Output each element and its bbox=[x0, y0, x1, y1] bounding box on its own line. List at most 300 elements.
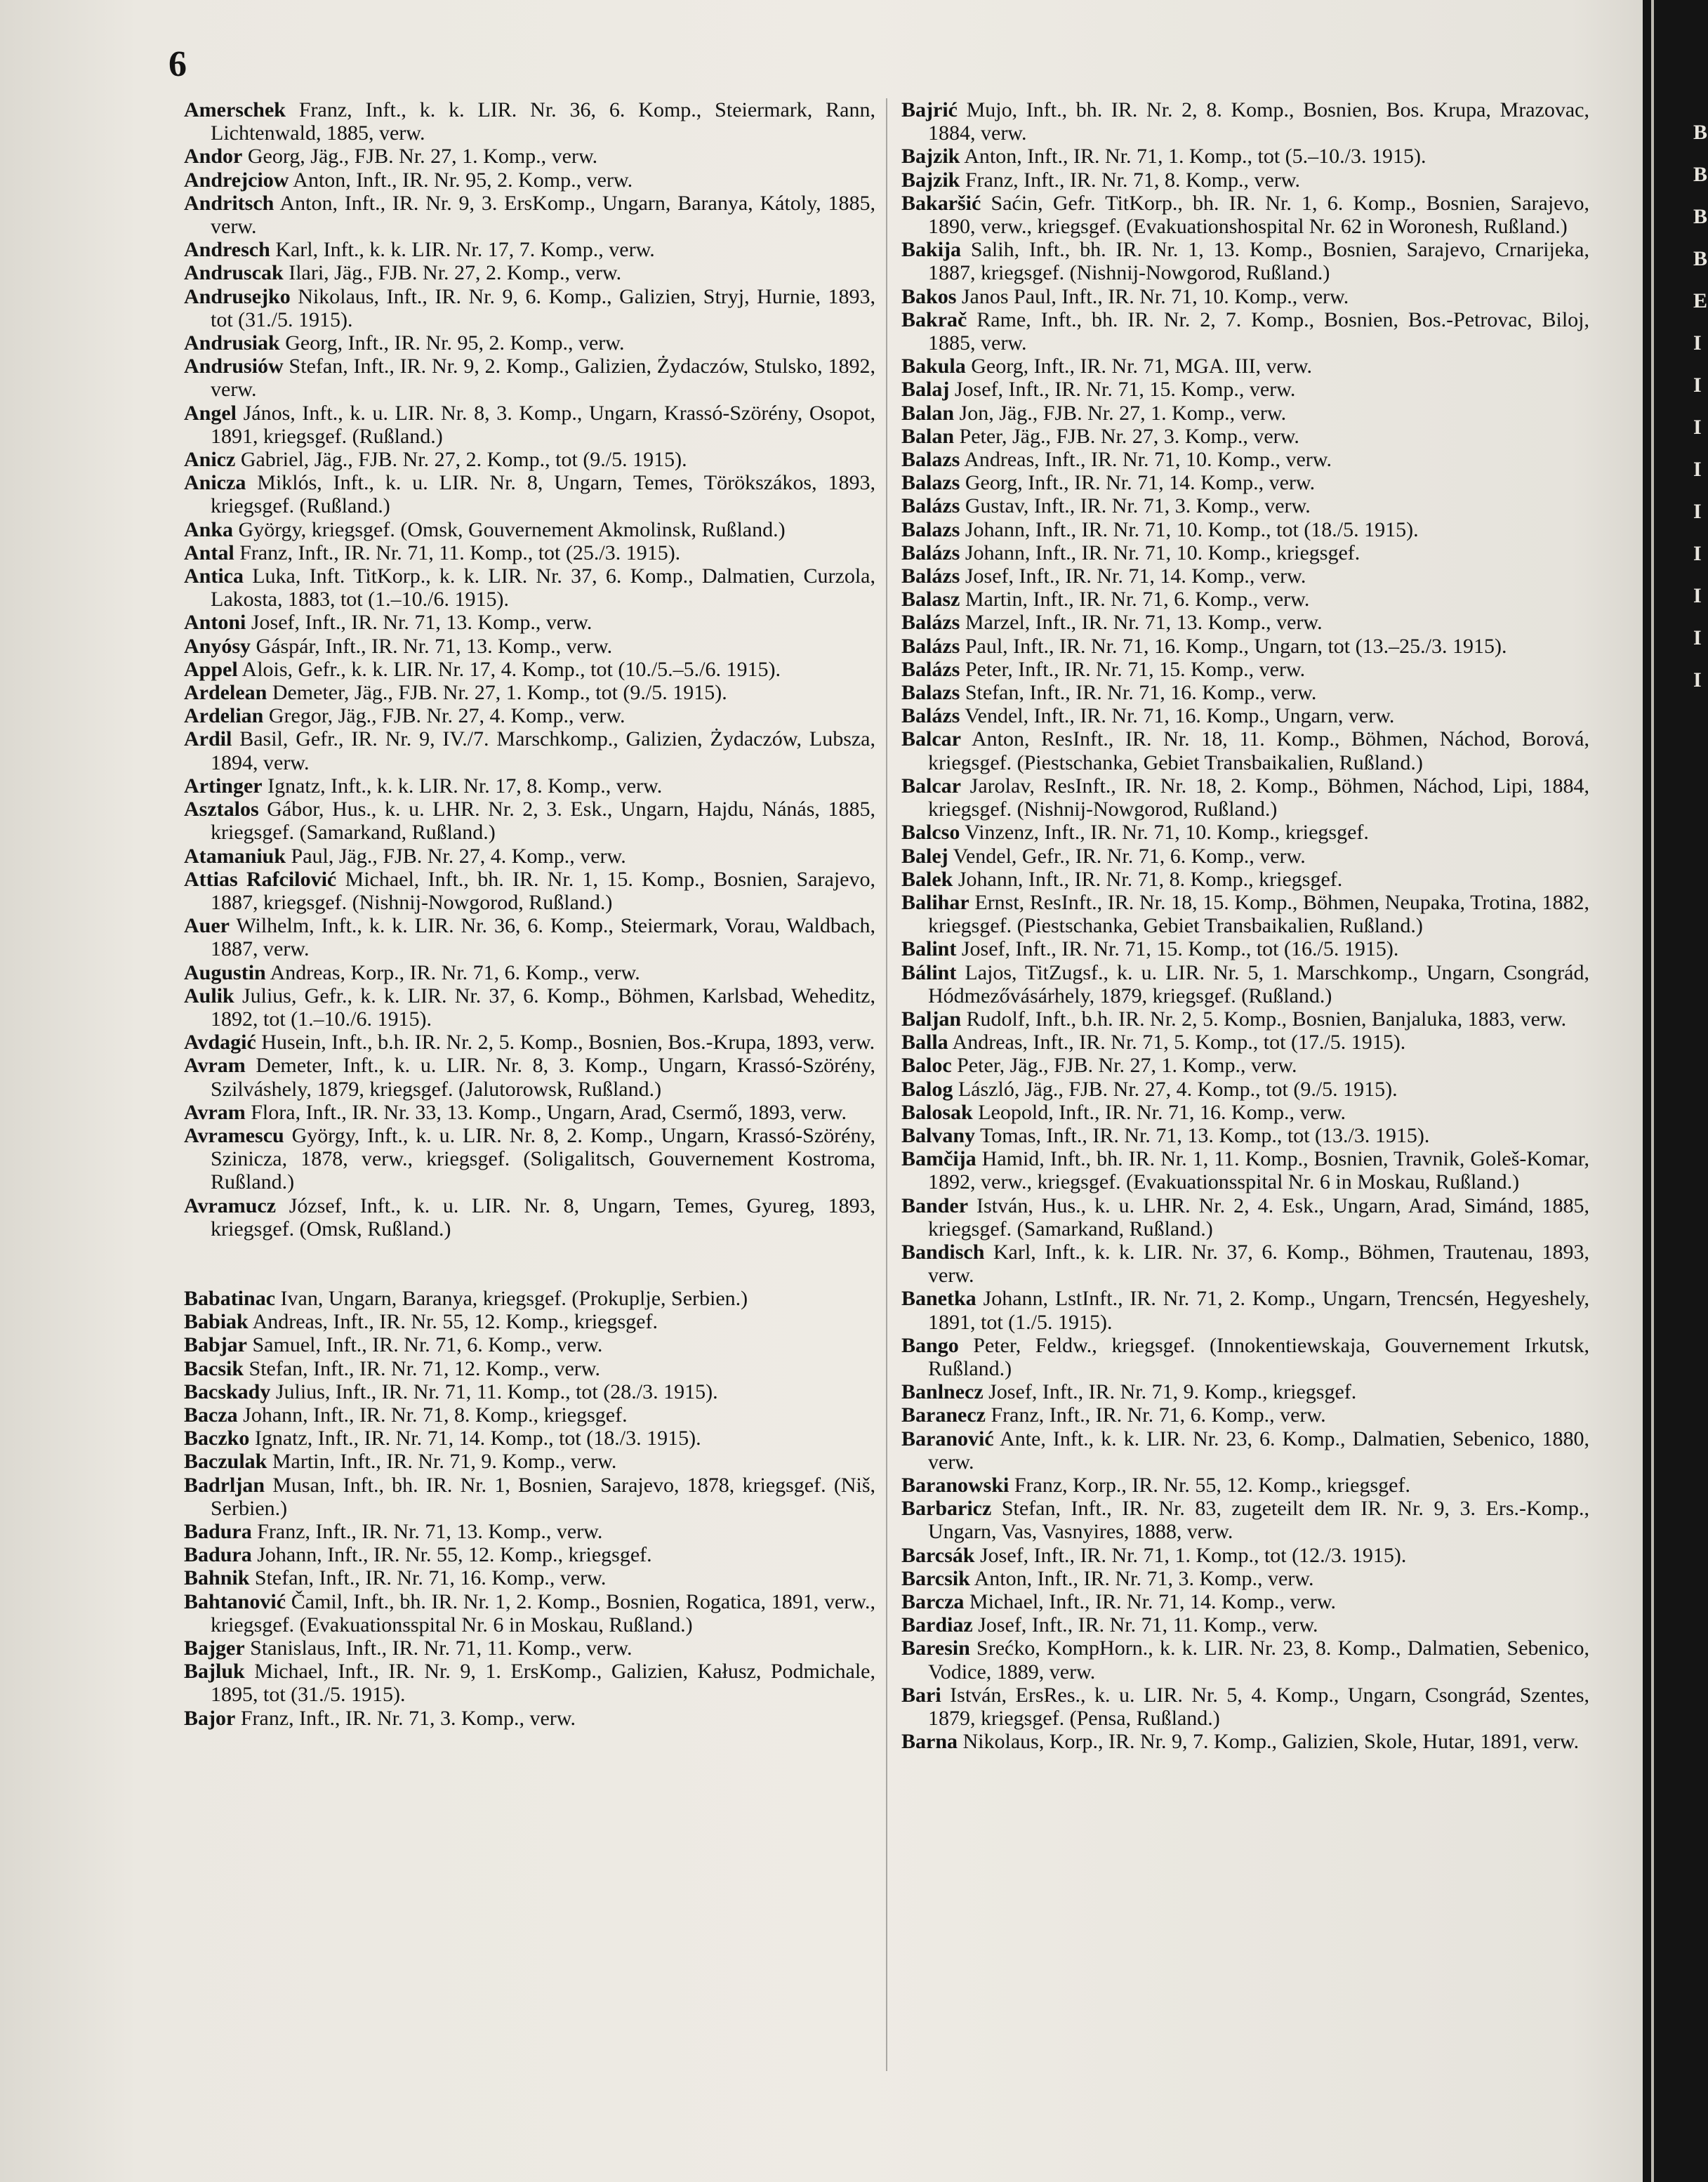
entry-details: Johann, LstInft., IR. Nr. 71, 2. Komp., Ungarn, Trencsén, Hegyeshely, 1891, tot (1./5. 1915). bbox=[928, 1287, 1589, 1334]
entry-surname: Andrusiów bbox=[184, 355, 284, 378]
roll-entry bbox=[901, 285, 1589, 308]
roll-entry bbox=[901, 1474, 1589, 1497]
entry-surname: Ardil bbox=[184, 727, 232, 751]
entry-details: Gustav, Inft., IR. Nr. 71, 3. Komp., verw. bbox=[960, 494, 1311, 518]
entry-surname: Andrusiak bbox=[184, 331, 280, 355]
entry-surname: Balázs bbox=[901, 494, 960, 518]
roll-entry bbox=[901, 868, 1589, 891]
entry-details: János, Inft., k. u. LIR. Nr. 8, 3. Komp., Ungarn, Krassó-Szörény, Osopot, 1891, kriegsgef. (Rußland.) bbox=[211, 401, 875, 448]
roll-entry bbox=[901, 448, 1589, 471]
entry-details: Lajos, TitZugsf., k. u. LIR. Nr. 5, 1. Marschkomp., Ungarn, Csongrád, Hódmezővásárhely, 1879, kriegsgef. (Rußland.) bbox=[928, 960, 1589, 1007]
entry-details: István, ErsRes., k. u. LIR. Nr. 5, 4. Komp., Ungarn, Csongrád, Szentes, 1879, kriegsgef. (Pensa, Rußland.) bbox=[928, 1683, 1589, 1731]
entry-surname: Balej bbox=[901, 844, 948, 868]
roll-entry bbox=[184, 1101, 875, 1124]
entry-details: Franz, Inft., IR. Nr. 71, 3. Komp., verw. bbox=[235, 1706, 576, 1730]
entry-surname: Balázs bbox=[901, 564, 960, 588]
entry-surname: Anyósy bbox=[184, 634, 251, 658]
entry-details: Franz, Inft., k. k. LIR. Nr. 36, 6. Komp., Steiermark, Rann, Lichtenwald, 1885, verw. bbox=[211, 98, 875, 145]
entry-surname: Balvany bbox=[901, 1123, 976, 1147]
roll-entry bbox=[901, 1007, 1589, 1031]
entry-surname: Babiak bbox=[184, 1310, 249, 1334]
entry-details: Stanislaus, Inft., IR. Nr. 71, 11. Komp., verw. bbox=[244, 1636, 633, 1660]
entry-details: Hamid, Inft., bh. IR. Nr. 1, 11. Komp., Bosnien, Travnik, Goleš-Komar, 1892, verw., kriegsgef. (Evakuationsspital Nr. 6 in Moskau, Rußland.) bbox=[928, 1147, 1589, 1194]
edge-letter: I bbox=[1693, 626, 1702, 649]
entry-details: Franz, Inft., IR. Nr. 71, 8. Komp., verw. bbox=[960, 168, 1300, 192]
entry-details: Mujo, Inft., bh. IR. Nr. 2, 8. Komp., Bosnien, Bos. Krupa, Mrazovac, 1884, verw. bbox=[928, 98, 1589, 145]
entry-details: Paul, Jäg., FJB. Nr. 27, 4. Komp., verw. bbox=[286, 844, 626, 868]
roll-entry bbox=[901, 1613, 1589, 1636]
entry-details: Ivan, Ungarn, Baranya, kriegsgef. (Prokuplje, Serbien.) bbox=[275, 1286, 748, 1310]
entry-surname: Bajor bbox=[184, 1706, 236, 1730]
roll-entry bbox=[901, 1334, 1589, 1380]
entry-surname: Antal bbox=[184, 541, 234, 564]
roll-entry bbox=[184, 448, 875, 471]
entry-surname: Bacsik bbox=[184, 1356, 244, 1380]
entry-surname: Barcsák bbox=[901, 1543, 975, 1567]
entry-details: Johann, Inft., IR. Nr. 71, 8. Komp., kriegsgef. bbox=[237, 1403, 628, 1427]
entry-surname: Badrljan bbox=[184, 1473, 265, 1497]
entry-surname: Attias Rafcilović bbox=[184, 867, 337, 891]
entry-surname: Balcso bbox=[901, 821, 960, 845]
entry-surname: Artinger bbox=[184, 774, 263, 798]
entry-surname: Bahnik bbox=[184, 1566, 250, 1590]
entry-details: Georg, Inft., IR. Nr. 95, 2. Komp., verw. bbox=[279, 331, 625, 355]
entry-surname: Baranecz bbox=[901, 1403, 986, 1427]
entry-surname: Bajzik bbox=[901, 145, 960, 168]
roll-entry bbox=[901, 1544, 1589, 1567]
roll-entry bbox=[184, 1124, 875, 1194]
entry-details: Demeter, Inft., k. u. LIR. Nr. 8, 3. Komp., Ungarn, Krassó-Szörény, Szilváshely, 1879, kriegsgef. (Jalutorowsk, Rußland.) bbox=[211, 1054, 875, 1101]
entry-surname: Barbaricz bbox=[901, 1497, 992, 1521]
entry-details: Saćin, Gefr. TitKorp., bh. IR. Nr. 1, 6. Komp., Bosnien, Sarajevo, 1890, verw., kriegsgef. (Evakuationshospital Nr. 62 in Woronesh, Rußland.) bbox=[928, 191, 1589, 239]
entry-details: Flora, Inft., IR. Nr. 33, 13. Komp., Ungarn, Arad, Csermő, 1893, verw. bbox=[245, 1100, 847, 1124]
roll-entry bbox=[901, 1567, 1589, 1590]
entry-details: Julius, Inft., IR. Nr. 71, 11. Komp., tot (28./3. 1915). bbox=[270, 1380, 718, 1403]
roll-entry bbox=[184, 471, 875, 517]
roll-entry bbox=[901, 1590, 1589, 1613]
entry-surname: Bandisch bbox=[901, 1240, 985, 1264]
roll-entry bbox=[901, 891, 1589, 937]
roll-entry bbox=[901, 635, 1589, 658]
roll-entry bbox=[184, 798, 875, 844]
roll-entry bbox=[901, 308, 1589, 355]
page-number: 6 bbox=[168, 44, 187, 84]
entry-surname: Bajrić bbox=[901, 98, 958, 121]
edge-letter: I bbox=[1693, 373, 1702, 397]
entry-surname: Auer bbox=[184, 914, 230, 938]
entry-surname: Bardiaz bbox=[901, 1613, 973, 1637]
entry-surname: Balazs bbox=[901, 448, 960, 472]
edge-letter: I bbox=[1693, 458, 1702, 481]
entry-details: Tomas, Inft., IR. Nr. 71, 13. Komp., tot (13./3. 1915). bbox=[975, 1123, 1430, 1147]
roll-entry bbox=[184, 1520, 875, 1543]
roll-entry bbox=[901, 1380, 1589, 1403]
entry-details: Andreas, Inft., IR. Nr. 71, 10. Komp., verw. bbox=[960, 448, 1332, 472]
entry-details: Marzel, Inft., IR. Nr. 71, 13. Komp., verw. bbox=[960, 611, 1323, 635]
entry-surname: Bálint bbox=[901, 960, 957, 984]
entry-details: Ernst, ResInft., IR. Nr. 18, 15. Komp., Böhmen, Neupaka, Trotina, 1882, kriegsgef. (Piestschanka, Gebiet Transbaikalien, Rußland.) bbox=[928, 890, 1589, 938]
roll-entry bbox=[901, 98, 1589, 145]
entry-details: Andreas, Inft., IR. Nr. 55, 12. Komp., kriegsgef. bbox=[248, 1310, 658, 1334]
entry-details: Michael, Inft., IR. Nr. 9, 1. ErsKomp., Galizien, Kałusz, Podmichale, 1895, tot (31./5. 1915). bbox=[211, 1660, 875, 1707]
entry-details: László, Jäg., FJB. Nr. 27, 4. Komp., tot (9./5. 1915). bbox=[953, 1077, 1398, 1101]
roll-entry bbox=[901, 681, 1589, 704]
roll-entry bbox=[901, 1730, 1589, 1753]
edge-letter: I bbox=[1693, 416, 1702, 439]
entry-details: Samuel, Inft., IR. Nr. 71, 6. Komp., verw. bbox=[247, 1333, 603, 1357]
roll-entry bbox=[901, 145, 1589, 168]
entry-surname: Bakija bbox=[901, 238, 962, 262]
section-gap bbox=[184, 1241, 875, 1287]
roll-entry bbox=[901, 192, 1589, 238]
roll-entry bbox=[901, 168, 1589, 192]
roll-entry bbox=[901, 494, 1589, 517]
entry-details: Peter, Jäg., FJB. Nr. 27, 3. Komp., verw. bbox=[954, 424, 1299, 448]
roll-entry bbox=[184, 98, 875, 145]
roll-entry bbox=[184, 1590, 875, 1636]
entry-surname: Balint bbox=[901, 937, 957, 961]
entry-surname: Balan bbox=[901, 401, 955, 425]
entry-details: Josef, Inft., IR. Nr. 71, 1. Komp., tot (12./3. 1915). bbox=[974, 1543, 1407, 1567]
entry-surname: Balazs bbox=[901, 681, 960, 705]
roll-entry bbox=[184, 1427, 875, 1450]
roll-entry bbox=[184, 285, 875, 331]
roll-entry bbox=[901, 937, 1589, 960]
entry-details: Nikolaus, Korp., IR. Nr. 9, 7. Komp., Galizien, Skole, Hutar, 1891, verw. bbox=[958, 1730, 1580, 1754]
entry-details: Peter, Jäg., FJB. Nr. 27, 1. Komp., verw. bbox=[951, 1054, 1297, 1078]
entry-surname: Andresch bbox=[184, 238, 270, 262]
entry-details: Anton, Inft., IR. Nr. 9, 3. ErsKomp., Ungarn, Baranya, Kátoly, 1885, verw. bbox=[211, 191, 875, 239]
roll-entry bbox=[184, 1403, 875, 1427]
roll-entry bbox=[184, 1566, 875, 1589]
entry-details: György, Inft., k. u. LIR. Nr. 8, 2. Komp., Ungarn, Krassó-Szörény, Szinicza, 1878, verw., kriegsgef. (Soligalitsch, Gouvernement Kostroma, Rußland.) bbox=[211, 1123, 875, 1194]
roll-entry bbox=[901, 1078, 1589, 1101]
entry-surname: Balázs bbox=[901, 657, 960, 681]
roll-entry bbox=[184, 704, 875, 727]
roll-entry bbox=[184, 145, 875, 168]
entry-surname: Baloc bbox=[901, 1054, 952, 1078]
entry-details: Michael, Inft., IR. Nr. 71, 14. Komp., verw. bbox=[964, 1590, 1337, 1613]
edge-letter: B bbox=[1693, 121, 1708, 144]
entry-details: Luka, Inft. TitKorp., k. k. LIR. Nr. 37, 6. Komp., Dalmatien, Curzola, Lakosta, 1883, tot (1.–10./6. 1915). bbox=[211, 564, 875, 611]
entry-details: Johann, Inft., IR. Nr. 71, 10. Komp., kriegsgef. bbox=[960, 541, 1361, 564]
roll-entry bbox=[901, 961, 1589, 1007]
roll-entry bbox=[184, 961, 875, 984]
entry-surname: Balázs bbox=[901, 704, 960, 728]
entry-surname: Bahtanović bbox=[184, 1589, 286, 1613]
entry-details: Rudolf, Inft., b.h. IR. Nr. 2, 5. Komp., Bosnien, Banjaluka, 1883, verw. bbox=[961, 1007, 1567, 1031]
entry-details: Franz, Korp., IR. Nr. 55, 12. Komp., kriegsgef. bbox=[1009, 1473, 1410, 1497]
roll-entry bbox=[901, 471, 1589, 494]
entry-surname: Balihar bbox=[901, 890, 969, 914]
entry-details: Karl, Inft., k. k. LIR. Nr. 37, 6. Komp., Böhmen, Trautenau, 1893, verw. bbox=[928, 1240, 1589, 1288]
entry-details: Čamil, Inft., bh. IR. Nr. 1, 2. Komp., Bosnien, Rogatica, 1891, verw., kriegsgef. (Evakuationsspital Nr. 6 in Moskau, Rußland.) bbox=[211, 1589, 875, 1636]
entry-surname: Babatinac bbox=[184, 1286, 276, 1310]
entry-details: Jon, Jäg., FJB. Nr. 27, 1. Komp., verw. bbox=[954, 401, 1287, 425]
entry-details: Vinzenz, Inft., IR. Nr. 71, 10. Komp., kriegsgef. bbox=[960, 821, 1369, 845]
entry-surname: Barcza bbox=[901, 1590, 965, 1613]
entry-details: Miklós, Inft., k. u. LIR. Nr. 8, Ungarn, Temes, Törökszákos, 1893, kriegsgef. (Rußland.) bbox=[211, 471, 875, 518]
entry-surname: Badura bbox=[184, 1543, 252, 1567]
entry-details: Salih, Inft., bh. IR. Nr. 1, 13. Komp., Bosnien, Sarajevo, Crnarijeka, 1887, kriegsgef. (Nishnij-Nowgorod, Rußland.) bbox=[928, 238, 1589, 285]
entry-details: Paul, Inft., IR. Nr. 71, 16. Komp., Ungarn, tot (13.–25./3. 1915). bbox=[960, 634, 1507, 658]
entry-details: Gregor, Jäg., FJB. Nr. 27, 4. Komp., verw. bbox=[263, 704, 625, 728]
entry-surname: Balaj bbox=[901, 378, 950, 402]
edge-letter: I bbox=[1693, 668, 1702, 692]
entry-surname: Avram bbox=[184, 1100, 246, 1124]
entry-surname: Balasz bbox=[901, 588, 960, 611]
entry-surname: Bacskady bbox=[184, 1380, 271, 1403]
entry-details: Josef, Inft., IR. Nr. 71, 11. Komp., verw. bbox=[972, 1613, 1318, 1637]
entry-surname: Angel bbox=[184, 401, 237, 425]
roll-entry bbox=[184, 727, 875, 774]
roll-entry bbox=[184, 1287, 875, 1310]
entry-details: Stefan, Inft., IR. Nr. 71, 12. Komp., verw. bbox=[244, 1356, 601, 1380]
entry-details: Musan, Inft., bh. IR. Nr. 1, Bosnien, Sarajevo, 1878, kriegsgef. (Niš, Serbien.) bbox=[211, 1473, 875, 1520]
roll-entry bbox=[901, 564, 1589, 588]
entry-surname: Andrejciow bbox=[184, 168, 289, 192]
roll-entry bbox=[184, 1450, 875, 1473]
entry-details: Ilari, Jäg., FJB. Nr. 27, 2. Komp., verw. bbox=[283, 261, 622, 285]
entry-surname: Atamaniuk bbox=[184, 844, 286, 868]
entry-surname: Balla bbox=[901, 1031, 948, 1054]
entry-details: Nikolaus, Inft., IR. Nr. 9, 6. Komp., Galizien, Stryj, Hurnie, 1893, tot (31./5. 1915). bbox=[211, 284, 875, 331]
entry-details: Anton, Inft., IR. Nr. 95, 2. Komp., verw. bbox=[289, 168, 633, 192]
entry-surname: Antoni bbox=[184, 611, 246, 635]
roll-entry bbox=[901, 1287, 1589, 1333]
roll-entry bbox=[184, 1636, 875, 1660]
roll-entry bbox=[184, 541, 875, 564]
entry-details: Peter, Feldw., kriegsgef. (Innokentiewskaja, Gouvernement Irkutsk, Rußland.) bbox=[928, 1333, 1589, 1380]
entry-details: Vendel, Inft., IR. Nr. 71, 16. Komp., Ungarn, verw. bbox=[960, 704, 1395, 728]
column-divider bbox=[886, 98, 887, 2071]
entry-surname: Baczko bbox=[184, 1427, 250, 1450]
entry-details: Franz, Inft., IR. Nr. 71, 6. Komp., verw. bbox=[985, 1403, 1326, 1427]
entry-surname: Bajger bbox=[184, 1636, 245, 1660]
roll-entry bbox=[184, 518, 875, 541]
edge-letter: I bbox=[1693, 542, 1702, 565]
entry-surname: Bacza bbox=[184, 1403, 238, 1427]
entry-surname: Banlnecz bbox=[901, 1380, 984, 1404]
roll-entry bbox=[901, 1684, 1589, 1730]
entry-surname: Baranowski bbox=[901, 1473, 1009, 1497]
entry-details: Basil, Gefr., IR. Nr. 9, IV./7. Marschkomp., Galizien, Żydaczów, Lubsza, 1894, verw. bbox=[211, 727, 875, 774]
entry-surname: Baljan bbox=[901, 1007, 962, 1031]
roll-entry bbox=[901, 821, 1589, 844]
entry-details: Johann, Inft., IR. Nr. 71, 10. Komp., tot (18./5. 1915). bbox=[960, 517, 1419, 541]
entry-surname: Barcsik bbox=[901, 1566, 970, 1590]
entry-details: Josef, Inft., IR. Nr. 71, 15. Komp., verw. bbox=[949, 378, 1296, 402]
roll-entry bbox=[184, 1660, 875, 1706]
entry-surname: Balan bbox=[901, 424, 955, 448]
roll-entry bbox=[901, 1241, 1589, 1287]
entry-surname: Baranović bbox=[901, 1427, 994, 1450]
entry-surname: Antica bbox=[184, 564, 244, 588]
entry-details: Peter, Inft., IR. Nr. 71, 15. Komp., verw. bbox=[960, 657, 1306, 681]
entry-surname: Balek bbox=[901, 867, 953, 891]
roll-entry bbox=[901, 1031, 1589, 1054]
edge-letter: B bbox=[1693, 163, 1708, 186]
roll-entry bbox=[901, 774, 1589, 821]
entry-details: Ignatz, Inft., k. k. LIR. Nr. 17, 8. Komp., verw. bbox=[262, 774, 663, 798]
left-entries-a bbox=[184, 98, 875, 1241]
entry-surname: Bakrač bbox=[901, 308, 967, 331]
roll-entry bbox=[184, 1031, 875, 1054]
roll-entry bbox=[901, 355, 1589, 378]
entry-surname: Baczulak bbox=[184, 1450, 267, 1474]
page-fold-line bbox=[1651, 0, 1654, 2182]
entry-details: Martin, Inft., IR. Nr. 71, 9. Komp., verw. bbox=[267, 1450, 617, 1474]
entry-surname: Banetka bbox=[901, 1287, 977, 1311]
entry-surname: Balázs bbox=[901, 541, 960, 564]
roll-entry bbox=[901, 658, 1589, 681]
entry-surname: Appel bbox=[184, 657, 238, 681]
entry-details: Ignatz, Inft., IR. Nr. 71, 14. Komp., tot (18./3. 1915). bbox=[249, 1427, 701, 1450]
entry-surname: Bakaršić bbox=[901, 191, 981, 215]
left-column bbox=[184, 98, 875, 1730]
entry-details: Janos Paul, Inft., IR. Nr. 71, 10. Komp., verw. bbox=[956, 284, 1349, 308]
left-entries-b bbox=[184, 1287, 875, 1730]
entry-surname: Balazs bbox=[901, 517, 960, 541]
entry-surname: Anicz bbox=[184, 448, 236, 472]
entry-surname: Anicza bbox=[184, 471, 246, 495]
roll-entry bbox=[184, 168, 875, 192]
entry-details: Johann, Inft., IR. Nr. 55, 12. Komp., kriegsgef. bbox=[251, 1543, 652, 1567]
roll-entry bbox=[184, 1357, 875, 1380]
entry-surname: Bajzik bbox=[901, 168, 960, 192]
entry-details: Stefan, Inft., IR. Nr. 71, 16. Komp., verw. bbox=[249, 1566, 607, 1590]
roll-entry bbox=[184, 1543, 875, 1566]
roll-entry bbox=[901, 1427, 1589, 1474]
entry-details: Franz, Inft., IR. Nr. 71, 11. Komp., tot (25./3. 1915). bbox=[234, 541, 681, 564]
roll-entry bbox=[901, 1497, 1589, 1543]
roll-entry bbox=[184, 1310, 875, 1333]
roll-entry bbox=[901, 1636, 1589, 1683]
roll-entry bbox=[184, 1474, 875, 1520]
roll-entry bbox=[901, 704, 1589, 727]
entry-surname: Andrusejko bbox=[184, 284, 291, 308]
roll-entry bbox=[184, 355, 875, 401]
entry-details: György, kriegsgef. (Omsk, Gouvernement Akmolinsk, Rußland.) bbox=[233, 517, 786, 541]
entry-surname: Balcar bbox=[901, 727, 961, 751]
roll-entry bbox=[901, 1101, 1589, 1124]
entry-surname: Avdagić bbox=[184, 1031, 256, 1054]
entry-details: Julius, Gefr., k. k. LIR. Nr. 37, 6. Komp., Böhmen, Karlsbad, Weheditz, 1892, tot (1.–10./6. 1915). bbox=[211, 984, 875, 1031]
entry-details: Jarolav, ResInft., IR. Nr. 18, 2. Komp., Böhmen, Náchod, Lipi, 1884, kriegsgef. (Nishnij-Nowgorod, Rußland.) bbox=[928, 774, 1589, 821]
right-column bbox=[901, 98, 1589, 1753]
entry-surname: Bakula bbox=[901, 355, 966, 378]
roll-entry bbox=[184, 1333, 875, 1356]
roll-entry bbox=[184, 658, 875, 681]
entry-details: Georg, Inft., IR. Nr. 71, 14. Komp., verw. bbox=[960, 471, 1316, 495]
entry-details: Franz, Inft., IR. Nr. 71, 13. Komp., verw. bbox=[251, 1519, 603, 1543]
entry-details: Ante, Inft., k. k. LIR. Nr. 23, 6. Komp., Dalmatien, Sebenico, 1880, verw. bbox=[928, 1427, 1589, 1474]
roll-entry bbox=[901, 378, 1589, 401]
adjacent-page-letters bbox=[1693, 119, 1708, 709]
entry-details: Leopold, Inft., IR. Nr. 71, 16. Komp., verw. bbox=[972, 1100, 1346, 1124]
entry-details: Josef, Inft., IR. Nr. 71, 9. Komp., kriegsgef. bbox=[983, 1380, 1357, 1404]
entry-details: Josef, Inft., IR. Nr. 71, 13. Komp., verw. bbox=[246, 611, 592, 635]
edge-letter: E bbox=[1693, 289, 1708, 312]
entry-details: Andreas, Korp., IR. Nr. 71, 6. Komp., verw. bbox=[265, 960, 640, 984]
entry-surname: Balosak bbox=[901, 1100, 973, 1124]
entry-details: Stefan, Inft., IR. Nr. 83, zugeteilt dem IR. Nr. 9, 3. Ers.-Komp., Ungarn, Vas, Vasnyires, 1888, verw. bbox=[928, 1497, 1589, 1544]
roll-entry bbox=[184, 914, 875, 960]
entry-surname: Avramescu bbox=[184, 1123, 284, 1147]
entry-details: Wilhelm, Inft., k. k. LIR. Nr. 36, 6. Komp., Steiermark, Vorau, Waldbach, 1887, verw. bbox=[211, 914, 875, 961]
entry-details: Gáspár, Inft., IR. Nr. 71, 13. Komp., verw. bbox=[251, 634, 613, 658]
entry-details: Rame, Inft., bh. IR. Nr. 2, 7. Komp., Bosnien, Bos.-Petrovac, Biloj, 1885, verw. bbox=[928, 308, 1589, 355]
roll-entry bbox=[901, 425, 1589, 448]
entry-details: Johann, Inft., IR. Nr. 71, 8. Komp., kriegsgef. bbox=[953, 867, 1343, 891]
entry-surname: Ardelean bbox=[184, 681, 267, 705]
entry-surname: Avram bbox=[184, 1054, 246, 1078]
roll-entry bbox=[901, 588, 1589, 611]
entry-surname: Andritsch bbox=[184, 191, 274, 215]
entry-surname: Barna bbox=[901, 1730, 958, 1754]
roll-entry bbox=[901, 611, 1589, 634]
entry-surname: Balázs bbox=[901, 634, 960, 658]
roll-entry bbox=[901, 1054, 1589, 1077]
roll-entry bbox=[184, 1194, 875, 1241]
entry-details: Martin, Inft., IR. Nr. 71, 6. Komp., verw. bbox=[960, 588, 1310, 611]
roll-entry bbox=[184, 261, 875, 284]
entry-surname: Balazs bbox=[901, 471, 960, 495]
roll-entry bbox=[184, 984, 875, 1031]
entry-surname: Balcar bbox=[901, 774, 961, 798]
entry-details: Gábor, Hus., k. u. LHR. Nr. 2, 3. Esk., Ungarn, Hajdu, Nánás, 1885, kriegsgef. (Samarkand, Rußland.) bbox=[211, 798, 875, 845]
roll-entry bbox=[184, 635, 875, 658]
edge-letter: I bbox=[1693, 331, 1702, 355]
roll-entry bbox=[184, 402, 875, 448]
entry-details: Anton, Inft., IR. Nr. 71, 3. Komp., verw. bbox=[969, 1566, 1314, 1590]
roll-entry bbox=[184, 774, 875, 798]
entry-surname: Balázs bbox=[901, 611, 960, 635]
roll-entry bbox=[184, 192, 875, 238]
edge-letter: B bbox=[1693, 247, 1708, 270]
roll-entry bbox=[184, 845, 875, 868]
roll-entry bbox=[184, 238, 875, 261]
entry-surname: Bari bbox=[901, 1683, 941, 1707]
entry-details: Stefan, Inft., IR. Nr. 9, 2. Komp., Galizien, Żydaczów, Stulsko, 1892, verw. bbox=[211, 355, 875, 402]
entry-details: József, Inft., k. u. LIR. Nr. 8, Ungarn, Temes, Gyureg, 1893, kriegsgef. (Omsk, Rußland.) bbox=[211, 1194, 875, 1241]
entry-details: Srećko, KompHorn., k. k. LIR. Nr. 23, 8. Komp., Dalmatien, Sebenico, Vodice, 1889, verw. bbox=[928, 1636, 1589, 1684]
entry-surname: Andruscak bbox=[184, 261, 284, 285]
entry-surname: Balog bbox=[901, 1077, 953, 1101]
entry-details: Anton, ResInft., IR. Nr. 18, 11. Komp., Böhmen, Náchod, Borová, kriegsgef. (Piestschanka, Gebiet Transbaikalien, Rußland.) bbox=[928, 727, 1589, 774]
entry-details: Gabriel, Jäg., FJB. Nr. 27, 2. Komp., tot (9./5. 1915). bbox=[235, 448, 687, 472]
roll-entry bbox=[901, 1194, 1589, 1241]
roll-entry bbox=[901, 402, 1589, 425]
roll-entry bbox=[901, 541, 1589, 564]
entry-details: Vendel, Gefr., IR. Nr. 71, 6. Komp., verw. bbox=[948, 844, 1306, 868]
roll-entry bbox=[184, 868, 875, 914]
roll-entry bbox=[184, 331, 875, 355]
entry-surname: Avramucz bbox=[184, 1194, 277, 1217]
entry-surname: Bakos bbox=[901, 284, 957, 308]
roll-entry bbox=[184, 611, 875, 634]
roll-entry bbox=[184, 1380, 875, 1403]
entry-details: Josef, Inft., IR. Nr. 71, 15. Komp., tot (16./5. 1915). bbox=[956, 937, 1399, 961]
roll-entry bbox=[901, 845, 1589, 868]
entry-surname: Bango bbox=[901, 1333, 959, 1357]
entry-surname: Ardelian bbox=[184, 704, 264, 728]
entry-surname: Amerschek bbox=[184, 98, 286, 121]
roll-entry bbox=[184, 1054, 875, 1100]
roll-entry bbox=[184, 564, 875, 611]
roll-entry bbox=[901, 518, 1589, 541]
entry-details: Husein, Inft., b.h. IR. Nr. 2, 5. Komp., Bosnien, Bos.-Krupa, 1893, verw. bbox=[256, 1031, 875, 1054]
